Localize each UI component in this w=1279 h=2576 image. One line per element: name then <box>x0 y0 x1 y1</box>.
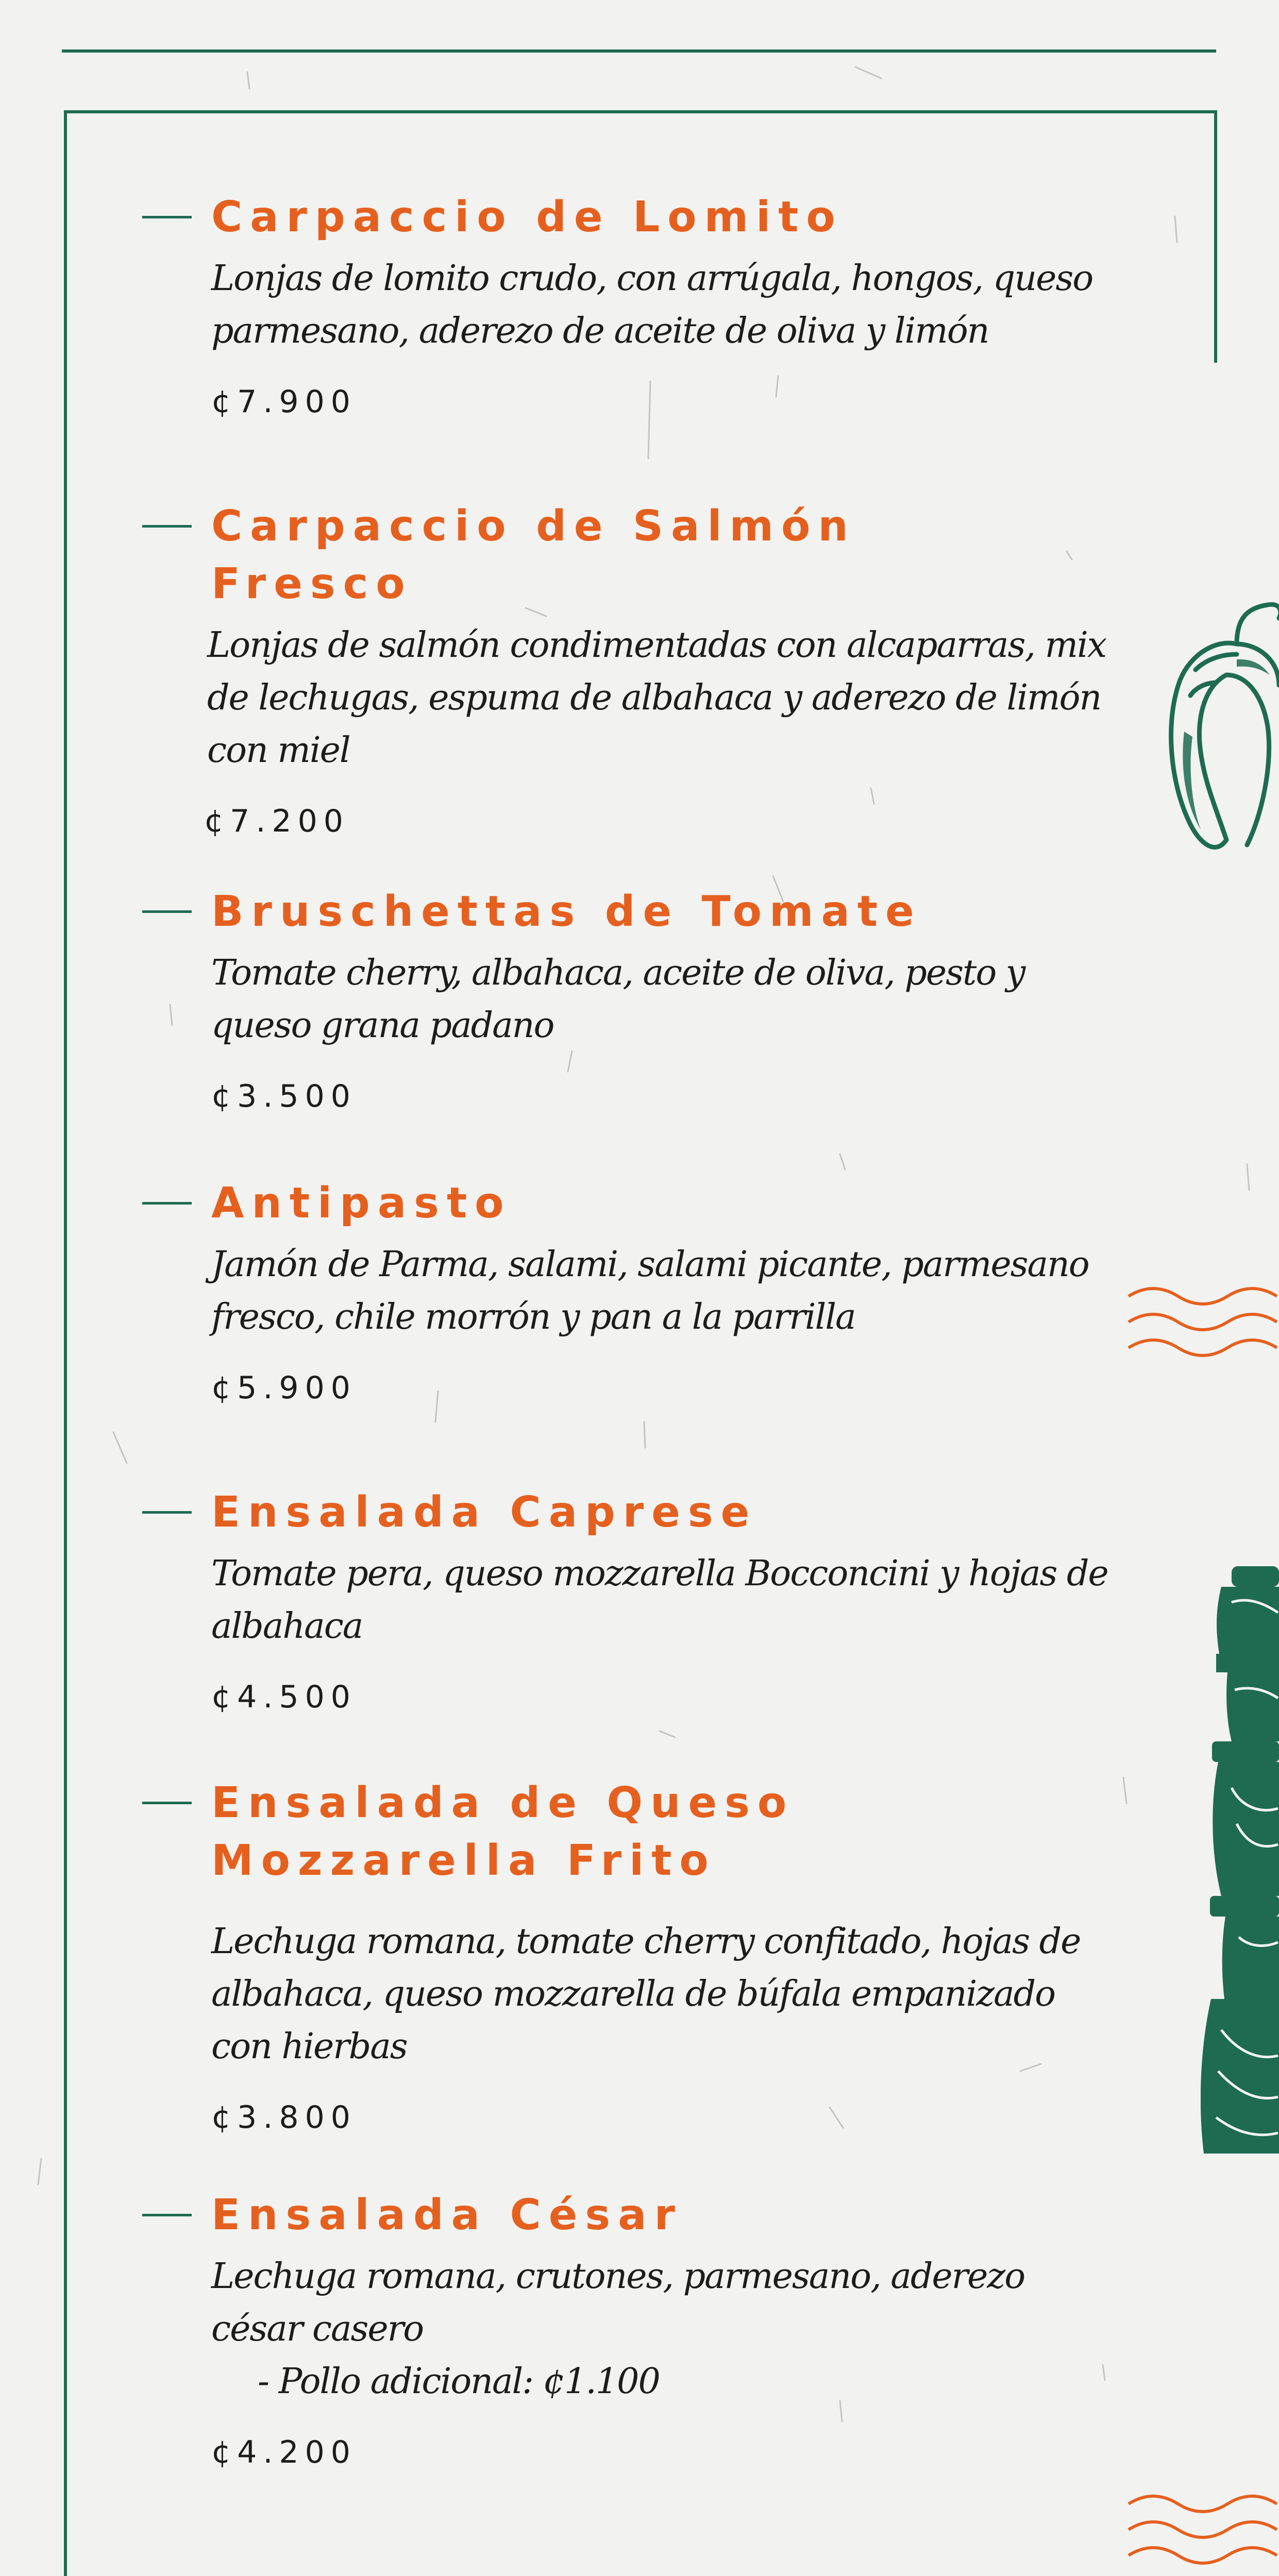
bell-pepper-illustration <box>1159 598 1279 866</box>
item-description: Lechuga romana, tomate cherry confitado, hojas de albahaca, queso mozzarella de búfala empanizado con hierbas <box>211 1921 1081 2067</box>
item-description: Tomate pera, queso mozzarella Bocconcini y hojas de albahaca <box>211 1553 1108 1647</box>
item-price: ¢4.200 <box>211 2434 357 2470</box>
item-title: Ensalada Caprese <box>211 1488 758 1537</box>
frame-border-right <box>1214 110 1217 363</box>
item-title: Carpaccio de Salmón Fresco <box>211 502 856 608</box>
item-description: Jamón de Parma, salami, salami picante, parmesano fresco, chile morrón y pan a la parrilla <box>211 1244 1089 1337</box>
item-dash <box>142 525 192 528</box>
pepper-mill-illustration <box>1201 1566 1279 2159</box>
item-price: ¢7.200 <box>204 803 349 839</box>
item-price: ¢3.500 <box>211 1078 357 1114</box>
top-rule <box>62 49 1216 53</box>
menu-item <box>144 2187 1108 2473</box>
frame-border-left <box>64 110 67 2576</box>
menu-item <box>144 498 1108 842</box>
item-description: Lonjas de salmón condimentadas con alcaparras, mix de lechugas, espuma de albahaca y aderezo de limón con miel <box>207 625 1106 771</box>
item-dash <box>142 1511 192 1514</box>
menu-item <box>144 1175 1108 1409</box>
item-price: ¢3.800 <box>211 2099 357 2136</box>
item-title: Antipasto <box>211 1179 512 1228</box>
menu-item <box>144 883 1108 1117</box>
menu-item <box>144 1774 1108 2138</box>
wave-lines-decoration <box>1126 1281 1279 1367</box>
item-title: Ensalada de Queso Mozzarella Frito <box>211 1778 795 1885</box>
item-price: ¢4.500 <box>211 1679 357 1715</box>
item-dash <box>142 2214 192 2216</box>
item-dash <box>142 1202 192 1205</box>
item-dash <box>142 1802 192 1804</box>
item-extra-option: - Pollo adicional: ¢1.100 <box>258 2361 660 2402</box>
item-title: Ensalada César <box>211 2191 683 2240</box>
item-price: ¢7.900 <box>211 384 357 420</box>
item-title: Carpaccio de Lomito <box>211 193 843 242</box>
menu-item <box>144 189 1108 422</box>
item-dash <box>142 910 192 913</box>
frame-border-top <box>64 110 1217 113</box>
item-description <box>211 2250 1108 2408</box>
item-description: Lonjas de lomito crudo, con arrúgala, hongos, queso parmesano, aderezo de aceite de oliva y limón <box>211 258 1093 351</box>
item-description: Tomate cherry, albahaca, aceite de oliva, pesto y queso grana padano <box>211 953 1025 1046</box>
item-title: Bruschettas de Tomate <box>211 887 922 936</box>
menu-item <box>144 1484 1108 1718</box>
item-description-text: Lechuga romana, crutones, parmesano, aderezo césar casero <box>211 2256 1025 2349</box>
wave-lines-decoration <box>1126 2488 1279 2575</box>
item-price: ¢5.900 <box>211 1370 357 1406</box>
item-dash <box>142 216 192 218</box>
